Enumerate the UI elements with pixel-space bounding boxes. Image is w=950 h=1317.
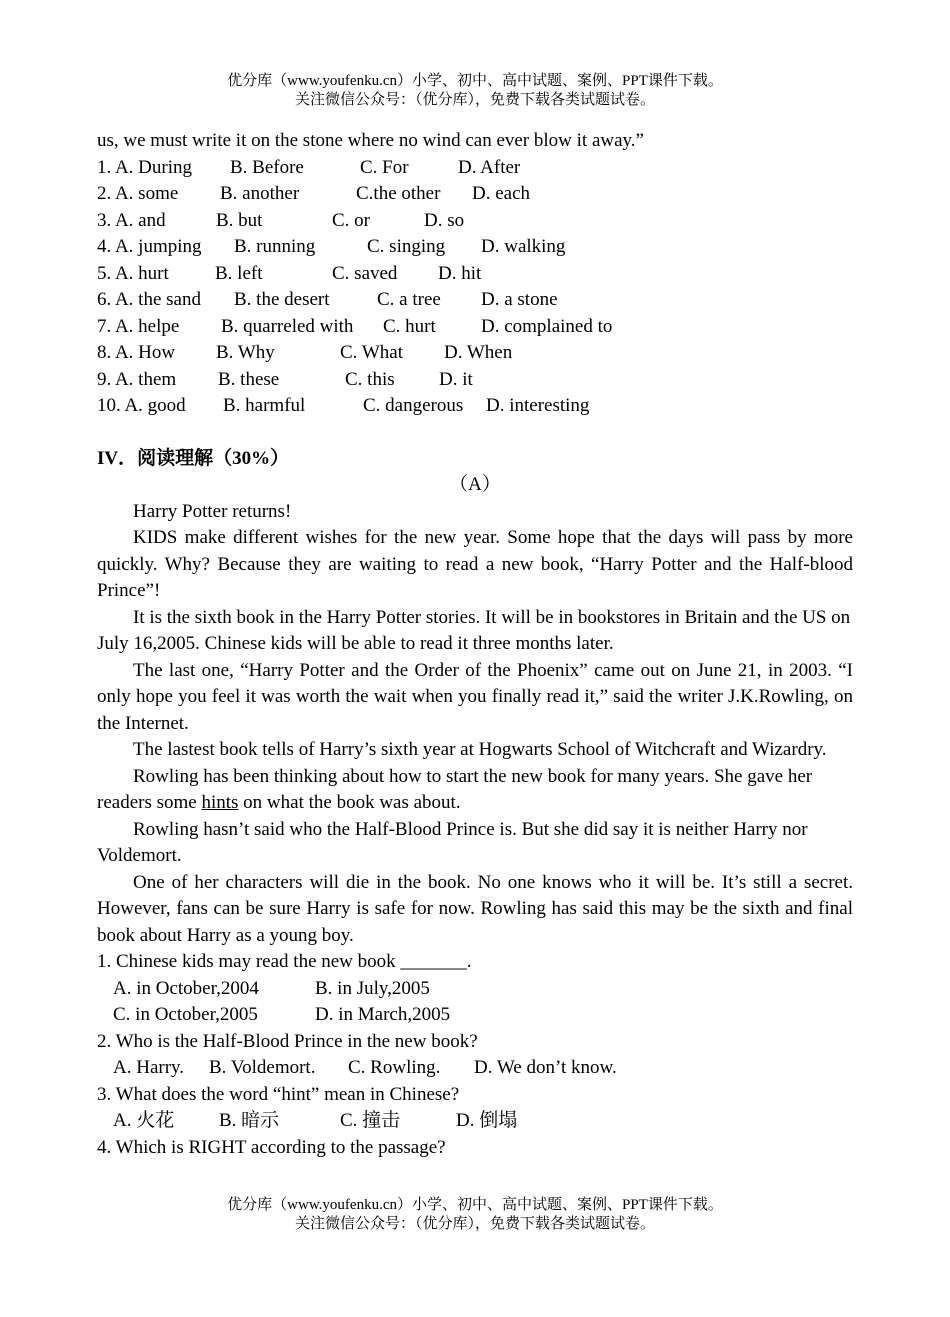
cloze-option-row [97,155,853,182]
paragraph-1: KIDS make different wishes for the new year. Some hope that the days will pass by more quickly. Why? Because they are waiting to read a new book, “Harry Potter and the Half-blood Prince”! [97,527,853,601]
question-1-options-row-2 [97,1002,853,1029]
cloze-options [97,155,853,420]
cloze-option-b: B. running [234,236,316,257]
cloze-option-row [97,181,853,208]
cloze-option-a: 6. A. the sand [97,289,201,310]
question-3-options [97,1108,853,1135]
document-body [97,128,853,1161]
cloze-option-c: C.the other [356,183,441,204]
question-2-options [97,1055,853,1082]
cloze-option-c: C. or [332,209,370,231]
paragraph-2: It is the sixth book in the Harry Potter stories. It will be in bookstores in Britain and the US on July 16,2005. Chinese kids will be able to read it three months later. [97,606,851,654]
cloze-option-a: 4. A. jumping [97,236,202,257]
cloze-option-b: B. quarreled with [221,315,354,337]
q2-option-b: B. Voldemort. [209,1057,316,1078]
q1-option-b: B. in July,2005 [315,977,430,999]
cloze-option-b: B. Why [216,342,275,363]
cloze-option-d: D. walking [481,236,566,257]
cloze-option-a: 7. A. helpe [97,315,180,337]
cloze-option-c: C. hurt [383,315,436,337]
q1-option-a: A. in October,2004 [113,977,259,999]
cloze-option-d: D. it [439,368,473,390]
passage-label: （A） [449,474,501,495]
cloze-option-b: B. Before [230,156,304,178]
cloze-option-b: B. harmful [223,395,306,416]
hint-word: hints [201,792,239,813]
cloze-option-a: 3. A. and [97,209,166,231]
question-3-stem: 3. What does the word “hint” mean in Chinese? [97,1083,460,1105]
cloze-option-d: D. hit [438,262,482,284]
paragraph-5-text-end: on what the book was about. [238,792,461,813]
cloze-option-row [97,367,853,394]
cloze-option-a: 2. A. some [97,183,179,204]
cloze-option-d: D. After [458,156,521,178]
paragraph-5 [97,764,853,817]
passage-title: Harry Potter returns! [133,500,292,522]
q2-option-c: C. Rowling. [348,1057,441,1078]
cloze-option-c: C. a tree [377,289,441,310]
paragraph-7: One of her characters will die in the book. No one knows who it will be. It’s still a secret. However, fans can be sure Harry is safe for now. Rowling has said this may be the sixth and final book about Harry as a young boy. [97,871,853,946]
cloze-option-b: B. the desert [234,289,330,310]
header-line-2: 关注微信公众号：（优分库），免费下载各类试题试卷。 [294,92,655,108]
cloze-option-d: D. complained to [481,315,613,337]
q3-option-b: B. 暗示 [219,1110,280,1131]
q1-option-c: C. in October,2005 [113,1004,258,1025]
cloze-option-a: 5. A. hurt [97,262,169,284]
paragraph-5-text: Rowling has been thinking about how to start the new book for many years. She gave her readers some [97,765,813,813]
page-footer [0,1196,950,1234]
cloze-option-c: C. singing [367,236,446,257]
page-header [0,72,950,110]
q2-option-d: D. We don’t know. [474,1057,617,1078]
cloze-option-row [97,261,853,288]
paragraph-3: The last one, “Harry Potter and the Order of the Phoenix” came out on June 21, in 2003. “I only hope you feel it was worth the wait when you finally read it,” said the writer J.K.Rowling, on the Internet. [97,659,853,734]
cloze-option-a: 9. A. them [97,368,177,390]
paragraph-4: The lastest book tells of Harry’s sixth year at Hogwarts School of Witchcraft and Wizardry. [133,739,827,760]
cloze-tail-line: us, we must write it on the stone where no wind can ever blow it away.” [97,130,644,151]
cloze-option-row [97,393,853,420]
cloze-option-b: B. but [216,209,263,231]
q3-option-c: C. 撞击 [340,1110,401,1131]
q3-option-a: A. 火花 [113,1110,175,1131]
q2-option-a: A. Harry. [113,1057,185,1078]
question-4-stem: 4. Which is RIGHT according to the passage? [97,1136,446,1158]
question-2-stem: 2. Who is the Half-Blood Prince in the new book? [97,1030,478,1052]
cloze-option-row [97,314,853,341]
cloze-option-d: D. interesting [486,395,590,416]
cloze-option-d: D. each [472,183,531,204]
q3-option-d: D. 倒塌 [456,1110,518,1131]
cloze-option-row [97,234,853,261]
footer-line-2: 关注微信公众号：（优分库），免费下载各类试题试卷。 [294,1216,655,1232]
cloze-option-row [97,340,853,367]
header-line-1: 优分库（www.youfenku.cn）小学、初中、高中试题、案例、PPT课件下载。 [227,73,723,89]
cloze-option-d: D. When [444,342,513,363]
question-1-options-row-1 [97,976,853,1003]
cloze-option-b: B. these [218,368,280,390]
cloze-option-c: C. this [345,368,395,390]
q1-option-d: D. in March,2005 [315,1004,451,1025]
cloze-option-c: C. What [340,342,403,363]
cloze-option-c: C. dangerous [363,395,464,416]
cloze-option-b: B. left [215,262,263,284]
paragraph-6: Rowling hasn’t said who the Half-Blood Prince is. But she did say it is neither Harry nor Voldemort. [97,818,808,866]
cloze-option-row [97,287,853,314]
cloze-option-a: 8. A. How [97,342,176,363]
question-1-stem: 1. Chinese kids may read the new book _______. [97,951,472,972]
cloze-option-a: 1. A. During [97,156,192,178]
cloze-option-row [97,208,853,235]
cloze-option-d: D. so [424,209,465,231]
cloze-option-c: C. For [360,156,409,178]
section-title: IV．阅读理解（30%） [97,447,290,469]
cloze-option-b: B. another [220,183,300,204]
footer-line-1: 优分库（www.youfenku.cn）小学、初中、高中试题、案例、PPT课件下载。 [227,1197,723,1213]
cloze-option-a: 10. A. good [97,395,186,416]
cloze-option-d: D. a stone [481,289,558,310]
cloze-option-c: C. saved [332,262,398,284]
